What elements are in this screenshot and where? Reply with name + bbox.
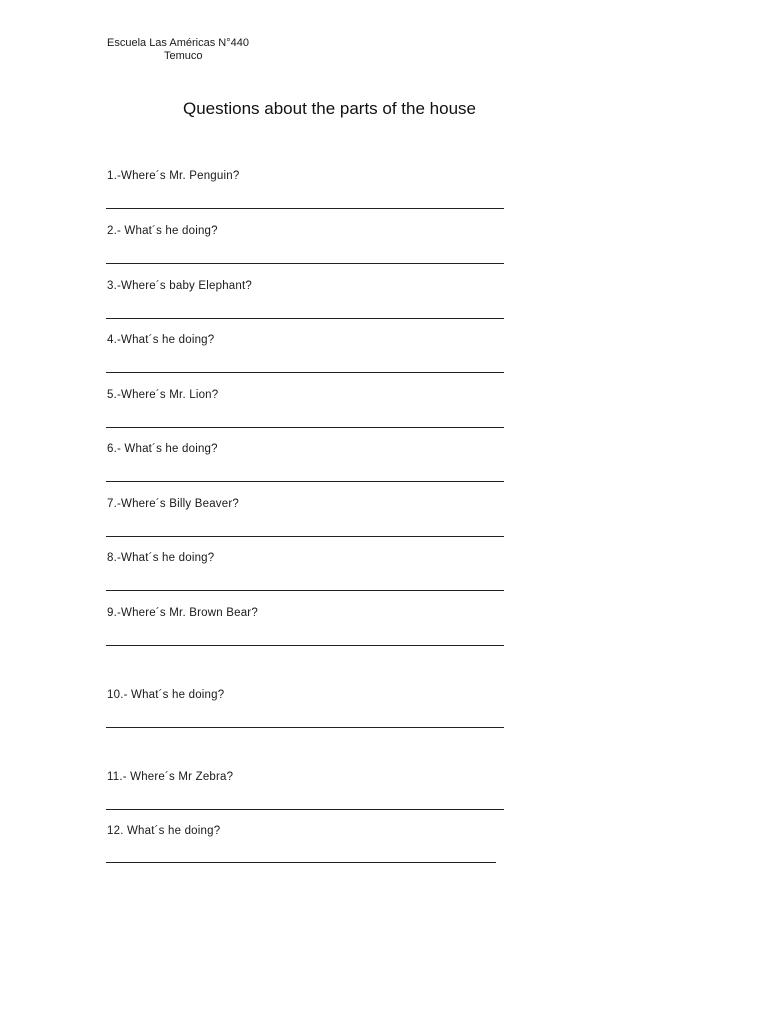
question-11: 11.- Where´s Mr Zebra? [107,771,234,783]
question-4: 4.-What´s he doing? [107,334,215,346]
answer-line-9[interactable] [106,645,504,646]
answer-line-4[interactable] [106,372,504,373]
answer-line-11[interactable] [106,809,504,810]
answer-line-3[interactable] [106,318,504,319]
answer-line-1[interactable] [106,208,504,209]
question-10: 10.- What´s he doing? [107,689,225,701]
school-name: Escuela Las Américas N°440 [107,37,249,49]
answer-line-8[interactable] [106,590,504,591]
question-5: 5.-Where´s Mr. Lion? [107,389,219,401]
answer-line-7[interactable] [106,536,504,537]
question-7: 7.-Where´s Billy Beaver? [107,498,239,510]
question-1: 1.-Where´s Mr. Penguin? [107,170,240,182]
page-title: Questions about the parts of the house [183,99,476,118]
answer-line-10[interactable] [106,727,504,728]
question-9: 9.-Where´s Mr. Brown Bear? [107,607,258,619]
answer-line-6[interactable] [106,481,504,482]
answer-line-2[interactable] [106,263,504,264]
school-city: Temuco [164,50,203,62]
question-6: 6.- What´s he doing? [107,443,218,455]
question-2: 2.- What´s he doing? [107,225,218,237]
answer-line-12[interactable] [106,862,496,863]
question-8: 8.-What´s he doing? [107,552,215,564]
answer-line-5[interactable] [106,427,504,428]
question-12: 12. What´s he doing? [107,825,221,837]
question-3: 3.-Where´s baby Elephant? [107,280,252,292]
